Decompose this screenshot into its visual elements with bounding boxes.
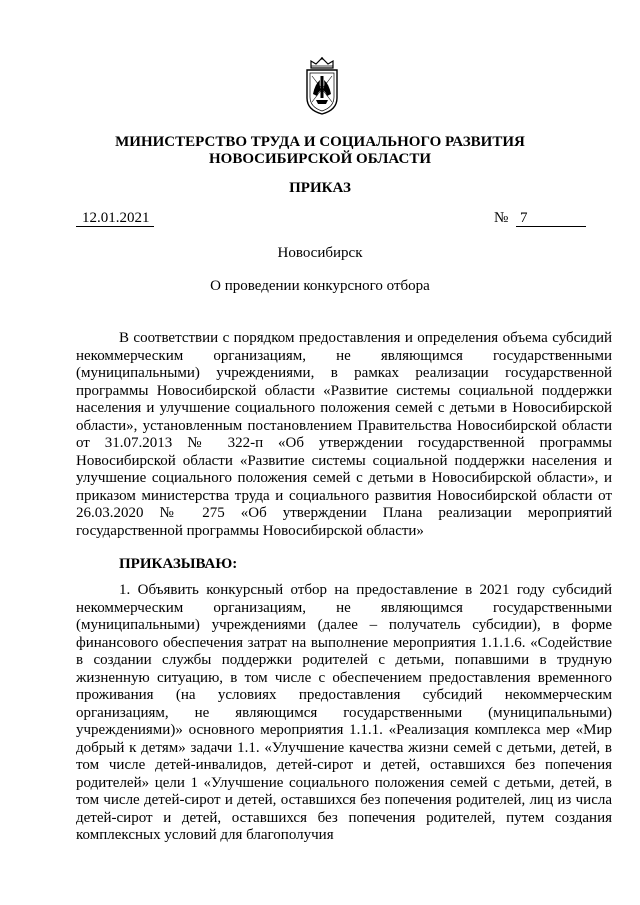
body-paragraph-2 xyxy=(76,582,612,845)
decree-heading: ПРИКАЗЫВАЮ: xyxy=(119,556,238,572)
document-subject: О проведении конкурсного отбора xyxy=(210,278,430,294)
ministry-name-line2: НОВОСИБИРСКОЙ ОБЛАСТИ xyxy=(208,151,432,167)
ministry-name xyxy=(0,134,640,168)
paragraph-text: В соответствии с порядком предоставления и определения объема субсидий некоммерческим организациям, не являющимся государственными (муниципальными) учреждениями, в рамках реализации государственной программы Новосибирской области «Развитие системы социальной поддержки населения и улучшение социального положения семей с детьми в Новосибирской области», установленным постановлением Правительства Новосибирской области от 31.07.2013 № 322-п «Об утверждении государственной программы Новосибирской области «Развитие системы социальной поддержки населения и улучшение социального положения семей с детьми в Новосибирской области», и приказом министерства труда и социального развития Новосибирской области от 26.03.2020 № 275 «Об утверждении Плана реализации мероприятий государственной программы Новосибирской области» xyxy=(76,330,612,539)
document-number-label: № xyxy=(494,210,509,226)
city: Новосибирск xyxy=(277,245,363,261)
ministry-name-line1: МИНИСТЕРСТВО ТРУДА И СОЦИАЛЬНОГО РАЗВИТИЯ xyxy=(115,134,525,150)
document-date xyxy=(76,210,154,227)
document-type: ПРИКАЗ xyxy=(289,180,351,196)
document-number-value: 7 xyxy=(520,210,528,226)
body-paragraph-1 xyxy=(76,330,612,540)
document-date-value: 12.01.2021 xyxy=(82,210,150,226)
document-number xyxy=(516,210,586,227)
coat-of-arms-icon xyxy=(302,56,342,116)
paragraph-text: 1. Объявить конкурсный отбор на предоставление в 2021 году субсидий некоммерческим организациям, не являющимся государственными (муниципальными) учреждениями (далее – получатель субсидии), в форме финансового обеспечения затрат на выполнение мероприятия 1.1.1.6. «Содействие в создании службы поддержки родителей с детьми, попавшими в трудную жизненную ситуацию, в том числе с обеспечением предоставления временного проживания (на условиях предоставления субсидий некоммерческим организациям, не являющимся государственными (муниципальными) учреждениями)» основного мероприятия 1.1.1. «Реализация комплекса мер «Мир добрый к детям» задачи 1.1. «Улучшение качества жизни семей с детьми, детей, в том числе детей-инвалидов, детей-сирот и детей, оставшихся без попечения родителей» цели 1 «Улучшение социального положения семей с детьми, детей, в том числе детей-сирот и детей, оставшихся без попечения родителей, лиц из числа детей-сирот и детей, оставшихся без попечения родителей, путем создания комплексных условий для благополучия xyxy=(76,582,612,843)
